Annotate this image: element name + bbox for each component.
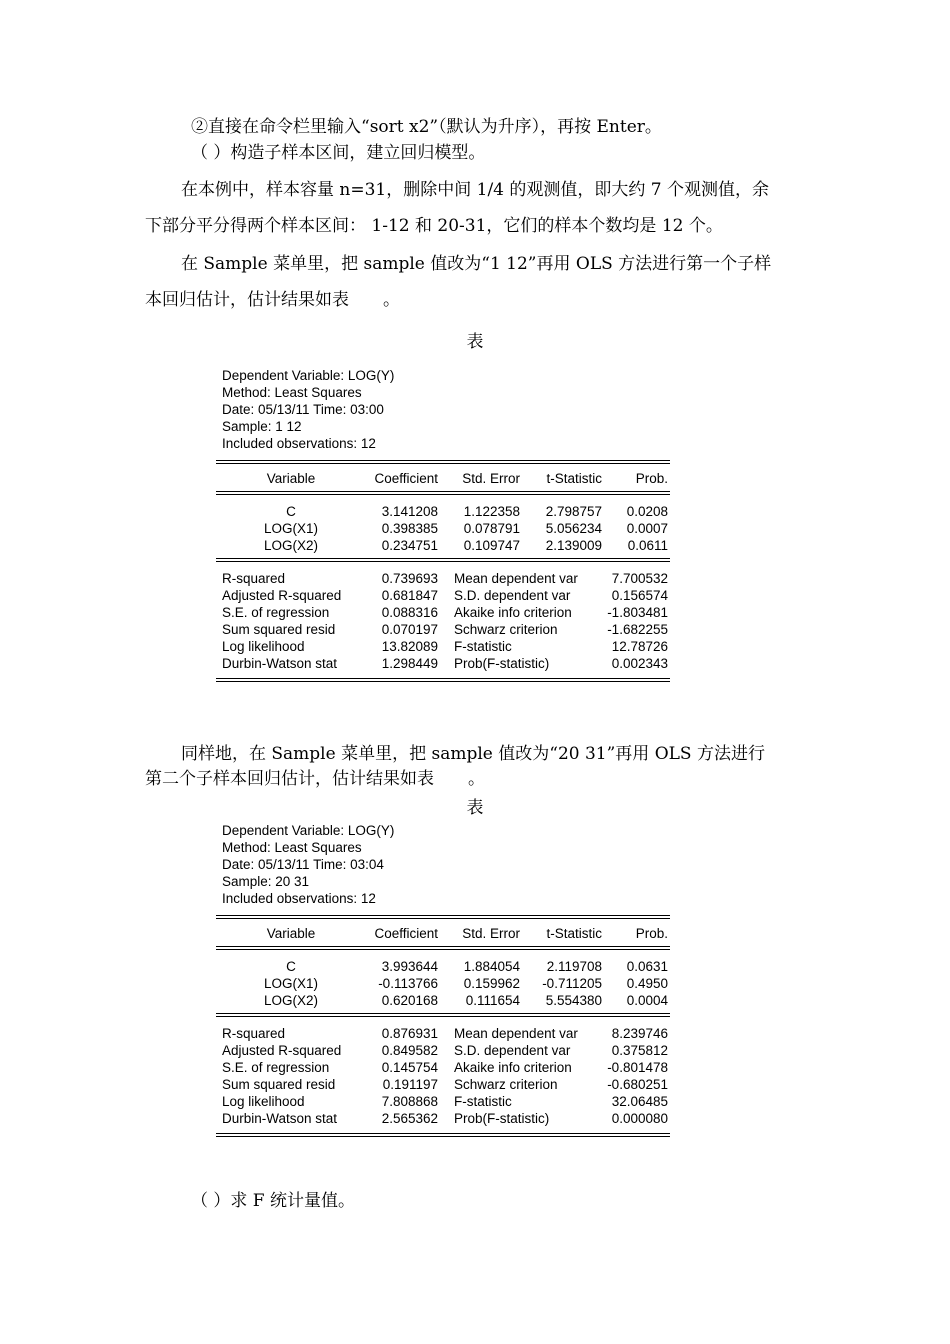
col-coefficient: Coefficient [374,926,438,941]
coef-cell: C [286,504,296,519]
stat-cell: -1.682255 [607,622,668,637]
regression-output-1 [216,367,670,682]
coef-cell: LOG(X1) [263,976,318,991]
header-line: Sample: 1 12 [222,419,302,434]
summary-stat-row [216,570,670,587]
stat-cell: Log likelihood [222,639,305,654]
spacer [216,950,670,958]
stat-cell: 13.82089 [381,639,438,654]
coef-cell: 0.4950 [626,976,668,991]
coefficient-row [216,975,670,992]
col-prob: Prob. [635,926,668,941]
t-statistic-col: t-Statistic [546,471,602,486]
col-std-error: Std. Error [462,471,520,486]
t-statistic-col: t-Statistic [546,926,602,941]
header-line: Dependent Variable: LOG(Y) [222,368,395,383]
stat-cell: Prob(F-statistic) [454,1111,550,1126]
coef-cell: 0.111654 [465,993,520,1008]
equation-header [216,367,670,452]
stat-cell: Prob(F-statistic) [454,656,550,671]
stat-cell: 0.070197 [381,622,438,637]
stat-cell: -1.803481 [607,605,668,620]
stat-cell: -0.801478 [607,1060,668,1075]
summary-stat-row [216,587,670,604]
spacer [216,562,670,570]
coefficient-row [216,520,670,537]
coef-cell: 3.993644 [381,959,438,974]
spacer [216,907,670,915]
stat-cell: 7.808868 [381,1094,438,1109]
coef-cell: 0.159962 [463,976,520,991]
coef-cell: 0.398385 [381,521,438,536]
summary-stat-row [216,655,670,672]
stat-cell: Mean dependent var [454,571,578,586]
coefficient-row [216,958,670,975]
stat-cell: Sum squared resid [222,622,336,637]
table-caption-1: 表 [466,332,484,352]
stat-cell: 1.298449 [381,656,438,671]
header-line: Method: Least Squares [222,840,362,855]
coef-cell: 3.141208 [381,504,438,519]
coef-cell: 0.0208 [626,504,668,519]
summary-stat-row [216,1093,670,1110]
header-line: Included observations: 12 [222,891,376,906]
header-line: Sample: 20 31 [222,874,310,889]
coef-cell: 1.884054 [463,959,520,974]
coefficient-row [216,537,670,554]
coef-cell: -0.711205 [542,976,602,991]
stat-cell: Durbin-Watson stat [222,1111,338,1126]
coef-cell: LOG(X2) [263,538,318,553]
stat-cell: 2.565362 [381,1111,438,1126]
stat-cell: R-squared [222,1026,286,1041]
coef-cell: 2.139009 [545,538,602,553]
coef-cell: 0.620168 [381,993,438,1008]
summary-stat-row [216,621,670,638]
col-coefficient: Coefficient [374,471,438,486]
stat-cell: S.E. of regression [222,1060,330,1075]
stat-cell: Sum squared resid [222,1077,336,1092]
col-variable: Variable [266,471,316,486]
summary-stat-row [216,1076,670,1093]
stat-cell: Schwarz criterion [454,1077,558,1092]
double-rule [216,915,670,919]
stat-cell: 0.088316 [381,605,438,620]
coef-cell: 0.0004 [626,993,668,1008]
coefficient-row [216,992,670,1009]
regression-output-2 [216,822,670,1137]
coefficient-row [216,503,670,520]
double-rule [216,1133,670,1137]
stat-cell: Akaike info criterion [454,605,572,620]
stat-cell: 8.239746 [611,1026,668,1041]
coef-cell: 5.554380 [545,993,602,1008]
header-line: Date: 05/13/11 Time: 03:04 [222,857,384,872]
coef-cell: C [286,959,296,974]
col-std-error: Std. Error [462,926,520,941]
stat-cell: 0.191197 [382,1077,438,1092]
coef-cell: LOG(X1) [263,521,318,536]
stat-cell: 7.700532 [611,571,668,586]
stat-cell: 32.06485 [611,1094,668,1109]
header-line: Included observations: 12 [222,436,376,451]
column-header-row [216,925,670,942]
stat-cell: Schwarz criterion [454,622,558,637]
stat-cell: 0.156574 [611,588,668,603]
stat-cell: 0.145754 [381,1060,438,1075]
coef-cell: 0.234751 [381,538,438,553]
stat-cell: S.D. dependent var [454,1043,571,1058]
spacer [216,1017,670,1025]
coef-cell: 1.122358 [463,504,520,519]
stat-cell: 0.739693 [381,571,438,586]
summary-stat-row [216,1110,670,1127]
stat-cell: 0.375812 [611,1043,668,1058]
paragraph-build-subsample: （ ）构造子样本区间，建立回归模型。 [191,143,486,163]
spacer [216,495,670,503]
stat-cell: R-squared [222,571,286,586]
header-line: Method: Least Squares [222,385,362,400]
coef-cell: 0.109747 [463,538,520,553]
paragraph-sample1-line2: 本回归估计，估计结果如表 。 [145,290,400,310]
stat-cell: F-statistic [454,1094,512,1109]
stat-cell: Durbin-Watson stat [222,656,338,671]
coef-cell: 0.0611 [627,538,668,553]
coef-cell: -0.113766 [378,976,438,991]
stat-cell: 0.876931 [381,1026,438,1041]
stat-cell: 0.849582 [381,1043,438,1058]
coef-cell: 2.119708 [546,959,602,974]
stat-cell: Mean dependent var [454,1026,578,1041]
spacer [216,452,670,460]
stat-cell: Akaike info criterion [454,1060,572,1075]
col-variable: Variable [266,926,316,941]
stat-cell: Adjusted R-squared [222,588,342,603]
coef-cell: 5.056234 [545,521,602,536]
col-prob: Prob. [635,471,668,486]
summary-stat-row [216,604,670,621]
paragraph-example-line1: 在本例中，样本容量 n=31，删除中间 1/4 的观测值，即大约 7 个观测值，余 [181,180,770,200]
stat-cell: S.D. dependent var [454,588,571,603]
stat-cell: 0.002343 [611,656,668,671]
paragraph-sort-step: ②直接在命令栏里输入“sort x2”（默认为升序），再按 Enter。 [191,117,662,137]
header-line: Date: 05/13/11 Time: 03:00 [222,402,384,417]
paragraph-sample2-line1: 同样地，在 Sample 菜单里，把 sample 值改为“20 31”再用 OLS 方法进行 [181,744,765,764]
coef-cell: 2.798757 [545,504,602,519]
stat-cell: 0.000080 [611,1111,668,1126]
summary-stat-row [216,1025,670,1042]
stat-cell: S.E. of regression [222,605,330,620]
stat-cell: F-statistic [454,639,512,654]
coef-cell: 0.0007 [626,521,668,536]
header-line: Dependent Variable: LOG(Y) [222,823,395,838]
stat-cell: Adjusted R-squared [222,1043,342,1058]
stat-cell: Log likelihood [222,1094,305,1109]
double-rule [216,460,670,464]
summary-stat-row [216,638,670,655]
summary-stat-row [216,1059,670,1076]
paragraph-sample1-line1: 在 Sample 菜单里，把 sample 值改为“1 12”再用 OLS 方法进行第一个子样 [181,254,772,274]
summary-stat-row [216,1042,670,1059]
table-caption-2: 表 [466,798,484,818]
paragraph-example-line2: 下部分平分得两个样本区间： 1-12 和 20-31，它们的样本个数均是 12 个。 [145,216,723,236]
stat-cell: 12.78726 [611,639,668,654]
paragraph-f-statistic: （ ）求 F 统计量值。 [191,1191,356,1211]
stat-cell: 0.681847 [381,588,438,603]
coef-cell: 0.078791 [463,521,520,536]
coef-cell: 0.0631 [626,959,668,974]
coef-cell: LOG(X2) [263,993,318,1008]
column-header-row [216,470,670,487]
equation-header [216,822,670,907]
stat-cell: -0.680251 [607,1077,668,1092]
double-rule [216,678,670,682]
paragraph-sample2-line2: 第二个子样本回归估计，估计结果如表 。 [145,769,485,789]
